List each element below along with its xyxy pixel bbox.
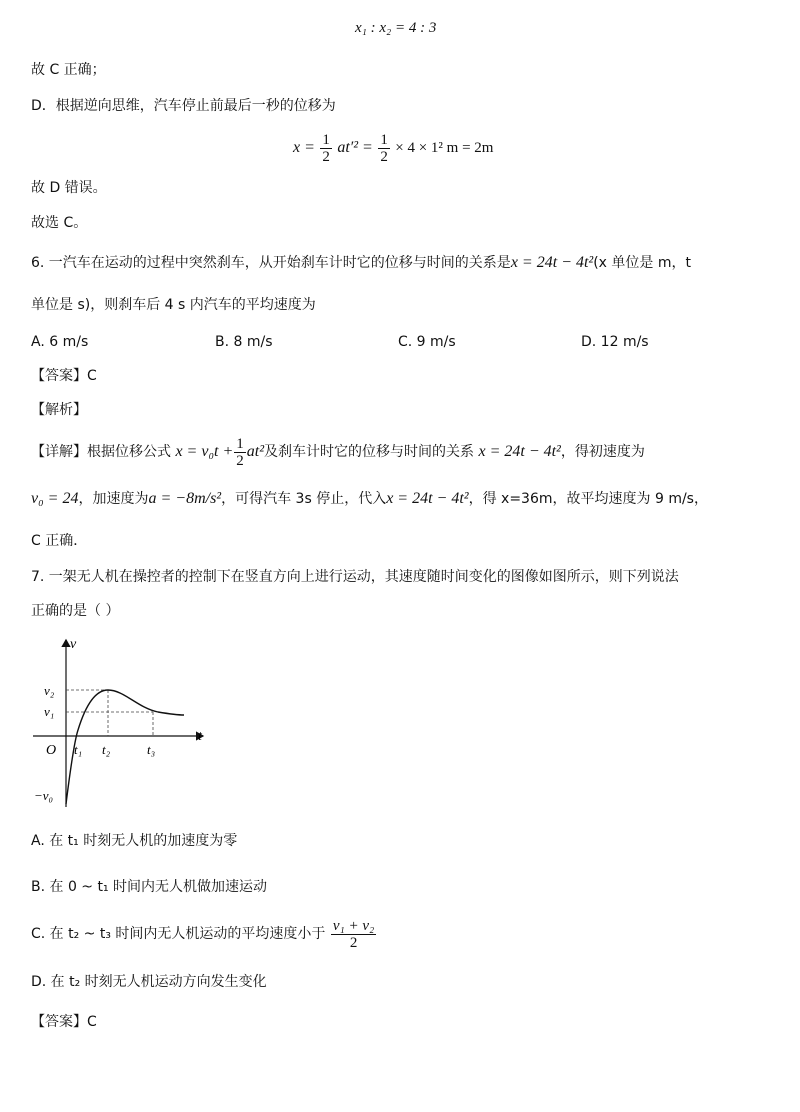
q6-conclusion: C 正确．: [31, 533, 88, 549]
q5-d-formula: [293, 128, 493, 168]
velocity-curve: [66, 690, 184, 804]
formula-mid2: × 4 × 1² m = 2m: [395, 140, 494, 156]
fraction-half: $\frac{1}{2}$: [380, 131, 388, 165]
t2-label: t₂: [102, 742, 111, 757]
q7-option-b: B. 在 0 ~ t₁ 时间内无人机做加速运动: [31, 879, 268, 895]
q7-option-a: A. 在 t₁ 时刻无人机的加速度为零: [31, 833, 238, 849]
q6-option-b: B. 8 m/s: [215, 334, 273, 350]
velocity-time-graph: [28, 632, 218, 810]
v2-label: v₂: [44, 683, 55, 698]
origin-label: O: [46, 743, 57, 758]
fraction-half: $\frac{1}{2}$: [236, 435, 244, 469]
q7-answer: 【答案】C: [31, 1014, 97, 1030]
q5-d-intro: D．根据逆向思维，汽车停止前最后一秒的位移为: [31, 98, 336, 114]
q7-option-d: D. 在 t₂ 时刻无人机运动方向发生变化: [31, 974, 267, 990]
ratio-formula: x₁ : x₂ = 4 : 3: [355, 20, 437, 36]
q6-answer: 【答案】C: [31, 368, 97, 384]
v1-label: v₁: [44, 704, 55, 719]
v-axis-label: v: [70, 637, 77, 652]
q6-option-c: C. 9 m/s: [398, 334, 456, 350]
t3-label: t₃: [147, 742, 156, 757]
formula-mid1: at′² =: [337, 139, 373, 156]
formula-lhs: x =: [293, 139, 315, 156]
fraction-v1-v2: $\frac{\text{v₁ + v₂}}{2}$: [332, 917, 375, 951]
q7-option-c: C. 在 t₂ ~ t₃ 时间内无人机运动的平均速度小于 $\frac{\text{v₁ + v₂}}{2}$: [31, 917, 375, 951]
t-axis-label: t: [198, 729, 202, 744]
q5-d-wrong: 故 D 错误。: [31, 180, 107, 196]
q6-detail-line2: v₀ = 24，加速度为a = −8m/s²，可得汽车 3s 停止，代入x = 24t − 4t²，得 x=36m，故平均速度为 9 m/s，: [31, 490, 708, 507]
q5-select: 故选 C。: [31, 215, 88, 231]
neg-v0-label: −v₀: [34, 788, 54, 803]
q6-option-d: D. 12 m/s: [581, 334, 649, 350]
q6-analysis-label: 【解析】: [31, 402, 87, 418]
q6-option-a: A. 6 m/s: [31, 334, 89, 350]
q6-detail-line1: 【详解】根据位移公式 x = v₀t + $\frac{1}{2}$ at²及刹车计时它的位移与时间的关系 x = 24t − 4t²，得初速度为: [31, 435, 645, 469]
q7-stem-line2: 正确的是（ ）: [31, 603, 120, 619]
q5-c-correct: 故 C 正确；: [31, 62, 106, 78]
q6-stem-line1: 6. 一汽车在运动的过程中突然刹车，从开始刹车计时它的位移与时间的关系是x = 24t − 4t²(x 单位是 m，t: [31, 254, 691, 271]
q6-stem-line2: 单位是 s)，则刹车后 4 s 内汽车的平均速度为: [31, 297, 316, 313]
q7-stem-line1: 7. 一架无人机在操控者的控制下在竖直方向上进行运动，其速度随时间变化的图像如图所示，则下列说法: [31, 569, 679, 585]
fraction-half: $\frac{1}{2}$: [322, 131, 330, 165]
t1-label: t₁: [74, 742, 83, 757]
